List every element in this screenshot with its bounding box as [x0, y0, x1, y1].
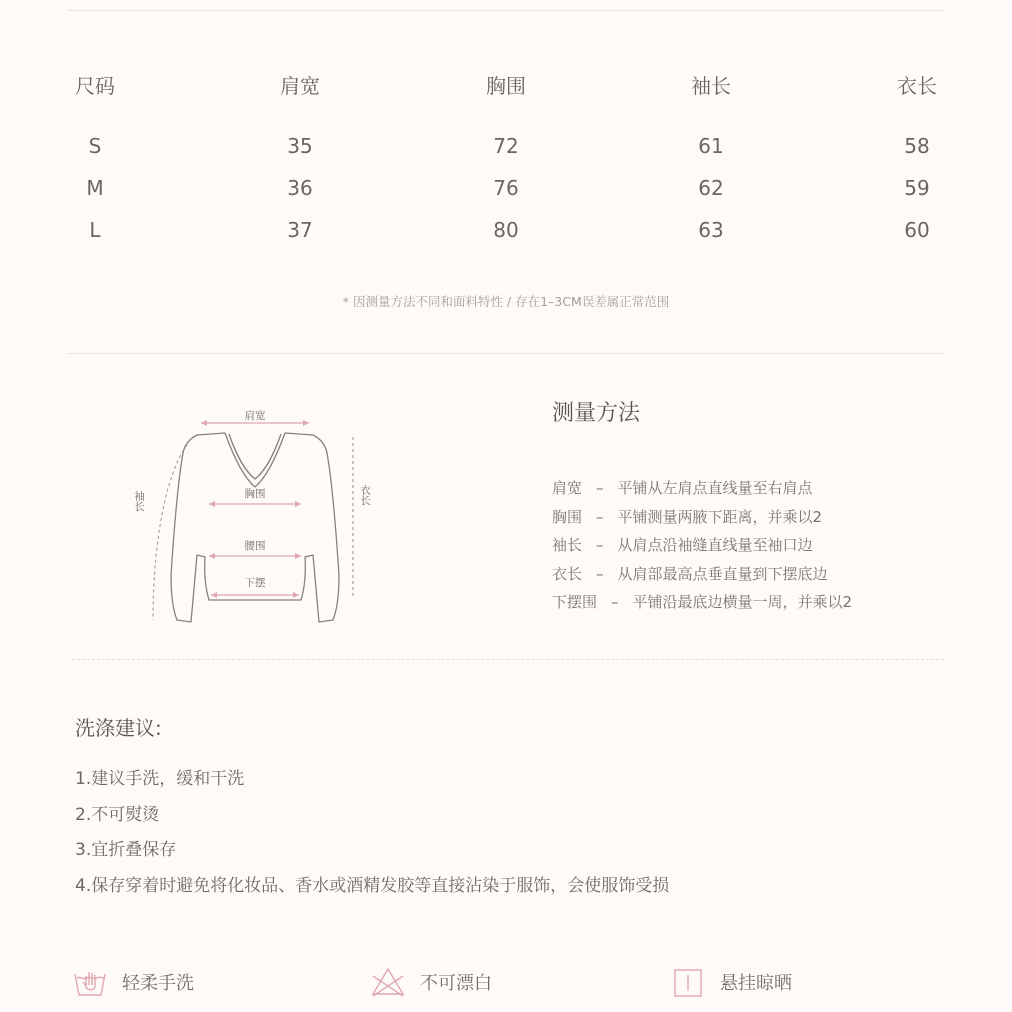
diagram-label-length: 衣长: [359, 484, 371, 506]
cell-sleeve: 61: [698, 134, 724, 158]
cell-shoulder: 36: [287, 176, 313, 200]
care-label: 不可漂白: [420, 973, 492, 994]
measurement-note: * 因测量方法不同和面料特性 / 存在1–3CM误差属正常范围: [342, 294, 670, 309]
header-sleeve: 袖长: [691, 74, 731, 98]
measure-desc: 从肩部最高点垂直量到下摆底边: [617, 564, 828, 583]
measure-item: 肩宽 – 平铺从左肩点直线量至右肩点: [552, 479, 813, 497]
measure-list: [552, 474, 852, 617]
diagram-label-chest: 胸围: [244, 488, 266, 500]
cell-sleeve: 63: [698, 218, 724, 242]
measure-desc: 从肩点沿袖缝直线量至袖口边: [617, 536, 813, 554]
cell-size: S: [88, 134, 102, 158]
cell-size: L: [89, 218, 101, 242]
cell-chest: 76: [493, 176, 519, 200]
wash-item: 2.不可熨烫: [75, 804, 160, 825]
top-divider: [68, 10, 944, 11]
table-header: [0, 70, 1012, 104]
cell-chest: 72: [493, 134, 519, 158]
header-length: 衣长: [897, 74, 937, 98]
care-hang-dry: [670, 962, 792, 1002]
no-bleach-icon: [370, 964, 406, 1000]
measure-item: 胸围 – 平铺测量两腋下距离，并乘以2: [552, 507, 823, 526]
cell-shoulder: 35: [287, 134, 313, 158]
diagram-label-shoulder: 肩宽: [244, 410, 266, 422]
diagram-label-sleeve: 袖长: [133, 490, 145, 512]
measure-desc: 平铺测量两腋下距离，并乘以2: [617, 507, 823, 526]
measure-term: 胸围: [552, 507, 583, 526]
cell-length: 58: [904, 134, 930, 158]
header-shoulder: 肩宽: [280, 74, 320, 98]
sweater-diagram: [125, 405, 385, 635]
wash-item: 4.保存穿着时避免将化妆品、香水或酒精发胶等直接沾染于服饰，会使服饰受损: [75, 875, 670, 896]
measure-term: 衣长: [552, 564, 583, 583]
care-hand-wash: [72, 962, 194, 1002]
measure-item: 袖长 – 从肩点沿袖缝直线量至袖口边: [552, 536, 813, 554]
measure-desc: 平铺沿最底边横量一周，并乘以2: [632, 593, 853, 611]
measure-term: 下摆围: [552, 593, 598, 611]
cell-sleeve: 62: [698, 176, 724, 200]
wash-item: 3.宜折叠保存: [75, 840, 177, 860]
measure-term: 袖长: [552, 536, 583, 554]
dashed-divider: [72, 659, 944, 660]
wash-item: 1.建议手洗，缓和干洗: [75, 769, 245, 789]
middle-divider: [68, 353, 944, 354]
cell-size: M: [86, 176, 104, 200]
measure-item: 下摆围 – 平铺沿最底边横量一周，并乘以2: [552, 593, 853, 611]
header-chest: 胸围: [486, 74, 526, 98]
care-no-bleach: [370, 962, 492, 1002]
care-label: 轻柔手洗: [122, 973, 194, 994]
measure-item: 衣长 – 从肩部最高点垂直量到下摆底边: [552, 564, 828, 583]
wash-title: 洗涤建议:: [75, 716, 162, 740]
wash-list: [75, 762, 669, 904]
measure-title: 测量方法: [552, 401, 641, 426]
measure-term: 肩宽: [552, 479, 583, 497]
header-size: 尺码: [75, 74, 115, 98]
cell-shoulder: 37: [287, 218, 313, 242]
hang-dry-icon: [670, 964, 706, 1000]
care-label: 悬挂晾晒: [720, 973, 792, 994]
hand-wash-icon: [72, 964, 108, 1000]
cell-chest: 80: [493, 218, 519, 242]
cell-length: 59: [904, 176, 930, 200]
diagram-label-hem: 下摆: [244, 577, 266, 589]
measure-desc: 平铺从左肩点直线量至右肩点: [617, 479, 813, 497]
diagram-label-waist: 腰围: [244, 540, 266, 552]
cell-length: 60: [904, 218, 930, 242]
